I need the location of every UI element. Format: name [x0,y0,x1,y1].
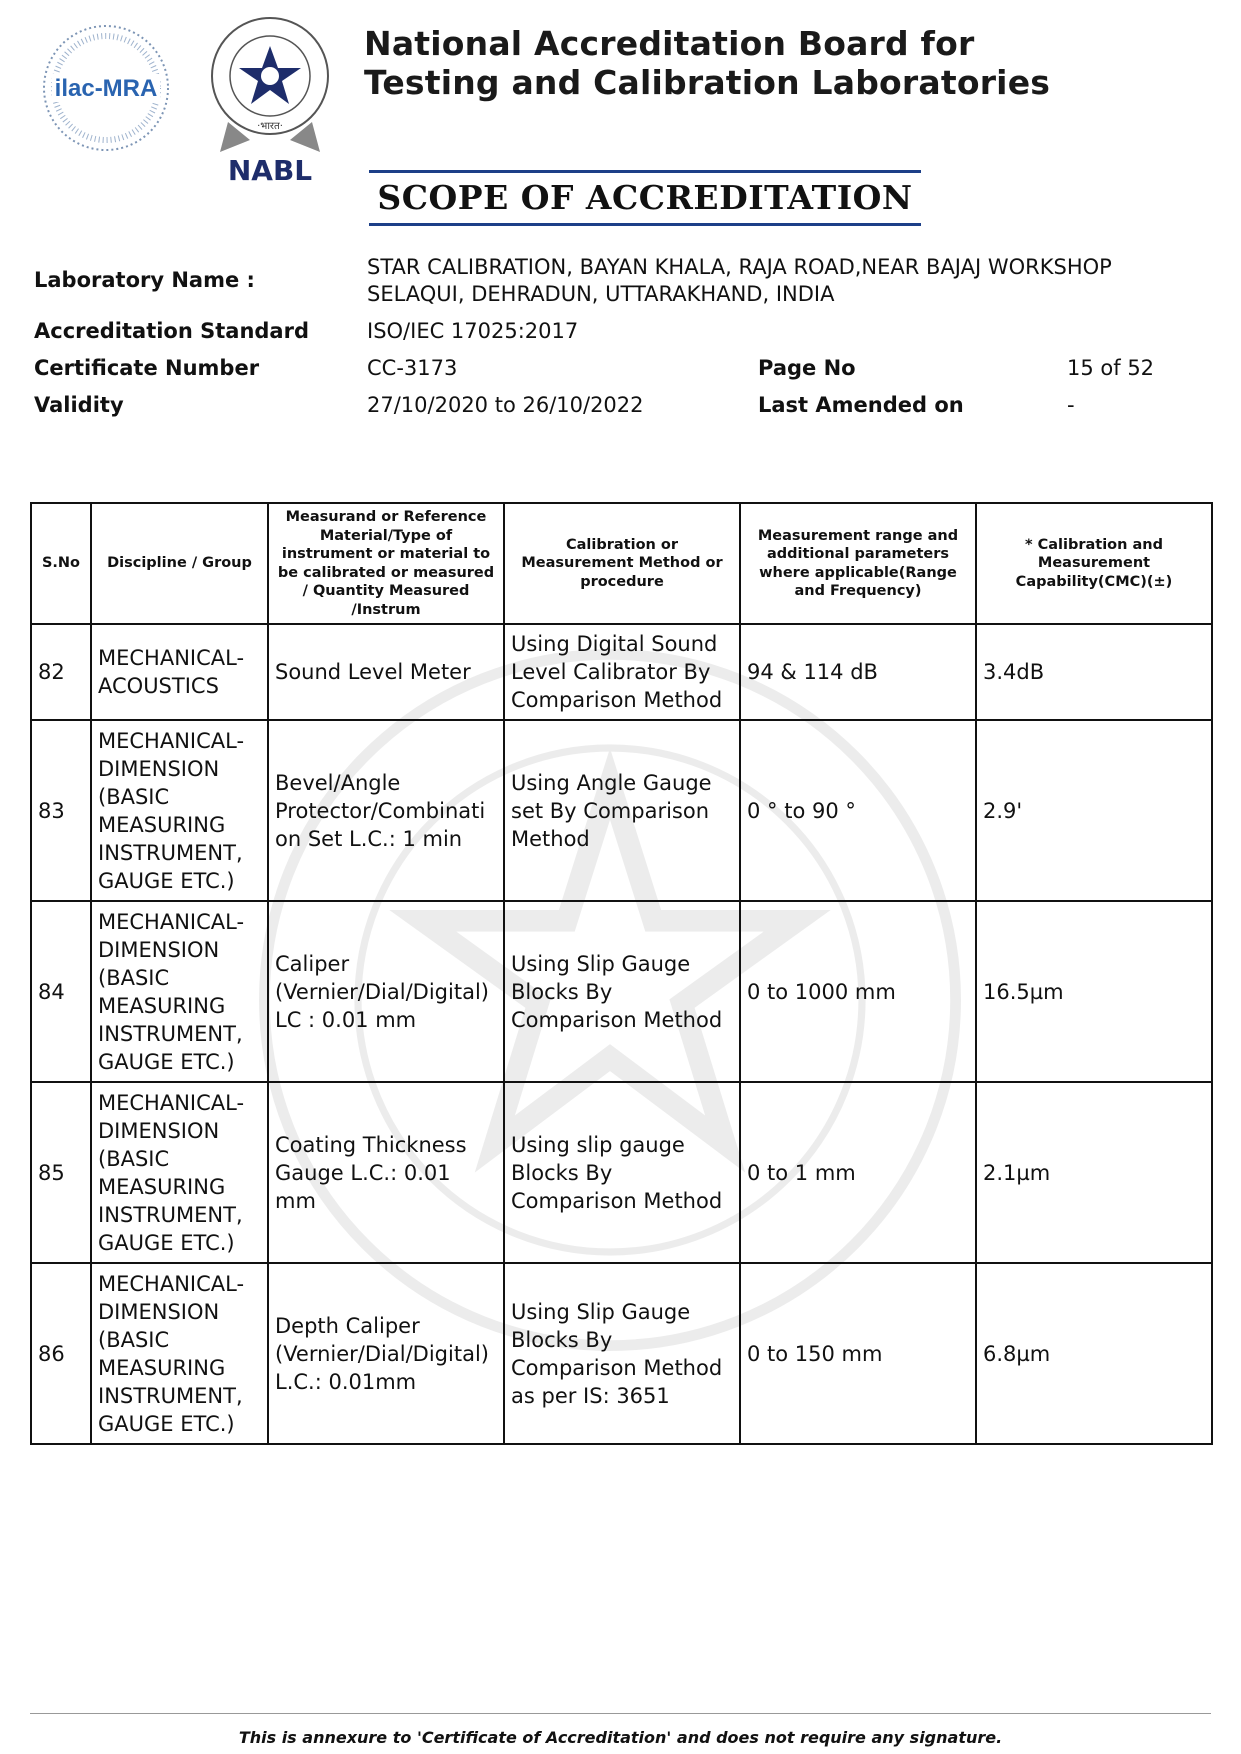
cell-discipline: MECHANICAL- DIMENSION (BASIC MEASURING INSTRUMENT, GAUGE ETC.) [91,720,268,901]
cell-cmc: 3.4dB [976,624,1212,720]
board-title [364,24,1050,102]
last-amended-label: Last Amended on [758,393,964,417]
cell-sno: 86 [31,1263,91,1444]
lab-name-label: Laboratory Name : [34,268,255,292]
footer-divider [30,1713,1211,1714]
table-row [31,901,1212,1082]
standard-label: Accreditation Standard [34,319,309,343]
cell-method: Using Slip Gauge Blocks By Comparison Method as per IS: 3651 [504,1263,740,1444]
validity-value: 27/10/2020 to 26/10/2022 [367,393,644,417]
table-row [31,720,1212,901]
col-header-range: Measurement range and additional parameters where applicable(Range and Frequency) [740,503,976,624]
table-header-row [31,503,1212,624]
lab-name-value [367,254,1112,308]
cell-measurand: Bevel/Angle Protector/Combinati on Set L.C.: 1 min [268,720,504,901]
col-header-measurand: Measurand or Reference Material/Type of instrument or material to be calibrated or measured / Quantity Measured /Instrum [268,503,504,624]
page-no-value: 15 of 52 [1067,356,1155,380]
cell-sno: 83 [31,720,91,901]
scope-title: SCOPE OF ACCREDITATION [377,178,913,217]
cell-sno: 85 [31,1082,91,1263]
table-row [31,624,1212,720]
ilac-mra-logo [40,22,172,154]
lab-name-line1: STAR CALIBRATION, BAYAN KHALA, RAJA ROAD,NEAR BAJAJ WORKSHOP [367,255,1112,279]
col-header-method: Calibration or Measurement Method or procedure [504,503,740,624]
last-amended-value: - [1067,393,1075,417]
certificate-number-label: Certificate Number [34,356,260,380]
cell-discipline: MECHANICAL- DIMENSION (BASIC MEASURING INSTRUMENT, GAUGE ETC.) [91,1263,268,1444]
nabl-seal-text: ·भारत· [257,121,283,132]
cell-measurand: Coating Thickness Gauge L.C.: 0.01 mm [268,1082,504,1263]
nabl-logo-text: NABL [227,154,313,187]
col-header-sno: S.No [31,503,91,624]
cell-range: 0 to 1 mm [740,1082,976,1263]
cell-cmc: 2.1µm [976,1082,1212,1263]
cell-cmc: 16.5µm [976,901,1212,1082]
cell-method: Using slip gauge Blocks By Comparison Method [504,1082,740,1263]
col-header-discipline: Discipline / Group [91,503,268,624]
cell-cmc: 6.8µm [976,1263,1212,1444]
footer-note: This is annexure to 'Certificate of Accreditation' and does not require any signature. [238,1728,1003,1747]
col-header-cmc: * Calibration and Measurement Capability(CMC)(±) [976,503,1212,624]
board-title-line1: National Accreditation Board for [364,24,975,63]
cell-range: 0 ° to 90 ° [740,720,976,901]
cell-cmc: 2.9' [976,720,1212,901]
cell-range: 0 to 150 mm [740,1263,976,1444]
cell-range: 94 & 114 dB [740,624,976,720]
cell-measurand: Sound Level Meter [268,624,504,720]
ilac-logo-text: ilac-MRA [54,75,158,102]
cell-discipline: MECHANICAL- DIMENSION (BASIC MEASURING INSTRUMENT, GAUGE ETC.) [91,1082,268,1263]
cell-range: 0 to 1000 mm [740,901,976,1082]
cell-measurand: Depth Caliper (Vernier/Dial/Digital) L.C.: 0.01mm [268,1263,504,1444]
scope-table [30,502,1213,1445]
table-row [31,1263,1212,1444]
lab-name-line2: SELAQUI, DEHRADUN, UTTARAKHAND, INDIA [367,282,835,306]
cell-method: Using Digital Sound Level Calibrator By Comparison Method [504,624,740,720]
cell-discipline: MECHANICAL- DIMENSION (BASIC MEASURING INSTRUMENT, GAUGE ETC.) [91,901,268,1082]
certificate-number-value: CC-3173 [367,356,458,380]
cell-discipline: MECHANICAL- ACOUSTICS [91,624,268,720]
cell-measurand: Caliper (Vernier/Dial/Digital) LC : 0.01 mm [268,901,504,1082]
page-no-label: Page No [758,356,856,380]
cell-sno: 84 [31,901,91,1082]
validity-label: Validity [34,393,124,417]
cell-method: Using Angle Gauge set By Comparison Method [504,720,740,901]
table-row [31,1082,1212,1263]
cell-method: Using Slip Gauge Blocks By Comparison Method [504,901,740,1082]
board-title-line2: Testing and Calibration Laboratories [364,63,1051,102]
nabl-logo [200,12,345,192]
standard-value: ISO/IEC 17025:2017 [367,319,579,343]
cell-sno: 82 [31,624,91,720]
scope-title-banner [369,170,921,226]
